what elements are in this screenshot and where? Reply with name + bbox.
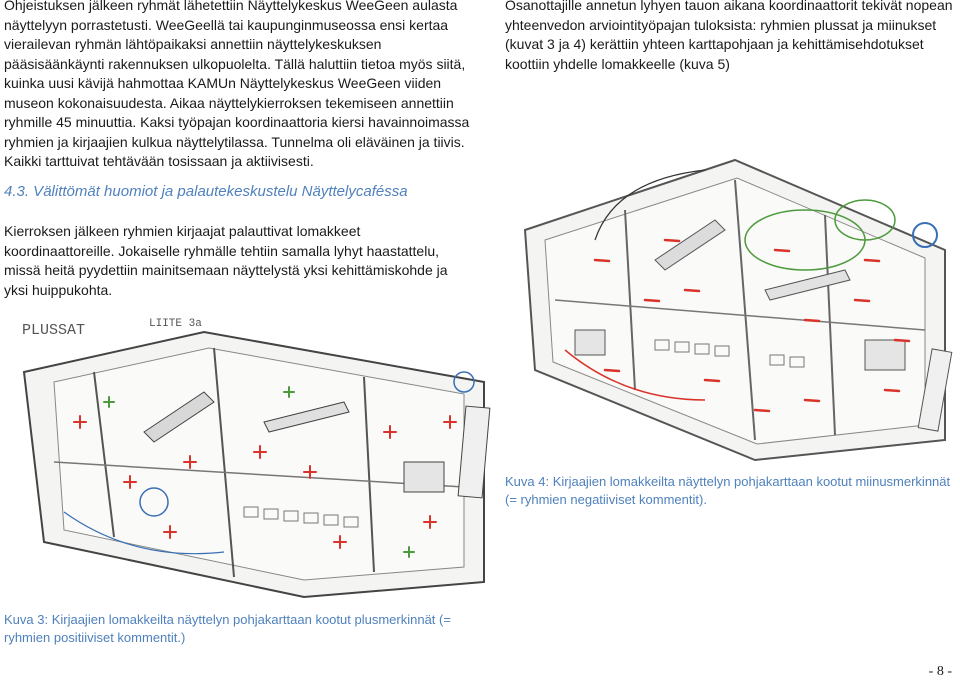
- figure-3-floorplan-plus: [4, 312, 500, 602]
- handwritten-liite-label: LIITE 3a: [149, 318, 202, 330]
- body-paragraph-2: Kierroksen jälkeen ryhmien kirjaajat palauttivat lomakkeet koordinaattoreille. Jokaiselle ryhmälle tehtiin samalla lyhyt haastattelu, missä heitä pyydettiin mainitsemaan näyttelystä yksi kehittämiskohde ja yksi huippukohta.: [4, 223, 448, 298]
- handwritten-plussat-label: PLUSSAT: [22, 322, 86, 339]
- body-paragraph-1: Ohjeistuksen jälkeen ryhmät lähetettiin Näyttelykeskus WeeGeen aulasta näyttelyyn porrastetusti. WeeGeellä tai kaupunginmuseossa ensi kertaa vierailevan ryhmän lähtöpaikaksi annettiin näyttelykeskuksen pääsisäänkäynti rakennuksen ulkopuolelta. Tällä haluttiin tietoa myös siitä, kuinka uusi kävijä hahmottaa KAMUn Näyttelykeskus WeeGeen viiden museon kokonaisuudesta. Aikaa näyttelykierroksen tekemiseen annettiin ryhmille 45 minuuttia. Kaksi työpajan koordinaattoria kiersi havainnoimassa ryhmien ja kirjaajien kulkua näyttelytilassa. Tunnelma oli eläväinen ja tiivis. Kaikki tarttuivat tehtävään tosissaan ja aktiivisesti.: [4, 0, 470, 169]
- floorplan-plus-drawing: [4, 312, 500, 602]
- figure-4-caption: Kuva 4: Kirjaajien lomakkeilta näyttelyn pohjakarttaan kootut miinusmerkinnät (= ryhmien negatiiviset kommentit).: [505, 474, 951, 507]
- body-paragraph-right: Osanottajille annetun lyhyen tauon aikana koordinaattorit tekivät nopean yhteenvedon arviointityöpajan tuloksista: ryhmien plussat ja miinukset (kuvat 3 ja 4) kerättiin yhteen karttapohjaan ja kehittämisehdotukset koottiin yhdelle lomakkeelle (kuva 5): [505, 0, 953, 72]
- section-heading-4-3: 4.3. Välittömät huomiot ja palautekeskustelu Näyttelycaféssa: [4, 183, 408, 200]
- figure-4-floorplan-minus: [505, 140, 960, 465]
- floorplan-minus-drawing: [505, 140, 960, 465]
- page-number: - 8 -: [928, 664, 952, 679]
- figure-3-caption: Kuva 3: Kirjaajien lomakkeilta näyttelyn pohjakarttaan kootut plusmerkinnät (= ryhmien positiiviset kommentit.): [4, 612, 451, 645]
